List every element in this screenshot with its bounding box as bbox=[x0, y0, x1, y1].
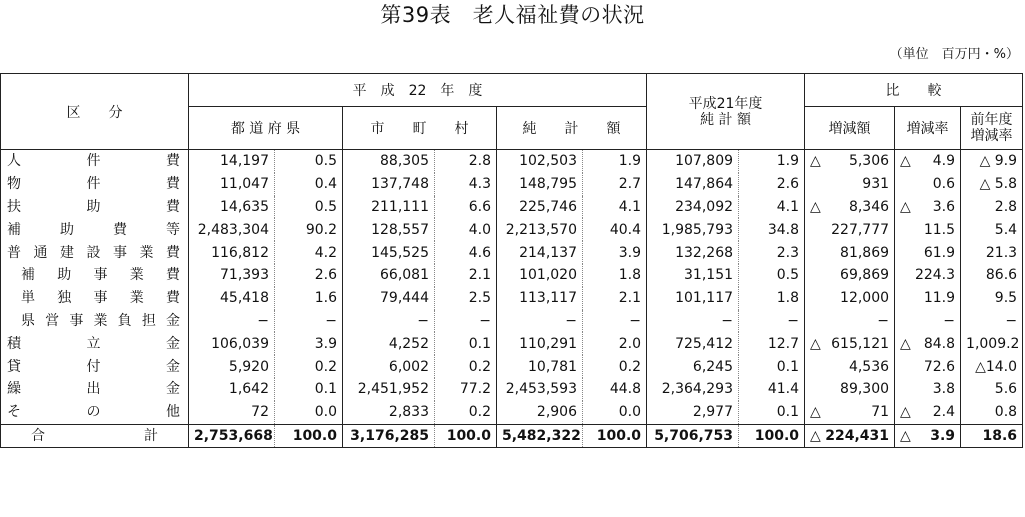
cell-diff bbox=[805, 401, 895, 424]
cell-prev-rate: △14.0 bbox=[961, 355, 1023, 378]
row-label: 単独事業費 bbox=[1, 287, 189, 310]
cell-net-pct: 100.0 bbox=[583, 424, 647, 448]
table-row bbox=[1, 218, 1023, 241]
header-compare-group: 比 較 bbox=[805, 74, 1023, 107]
cell-h21-pct: 12.7 bbox=[739, 332, 805, 355]
cell-prev-rate: 21.3 bbox=[961, 241, 1023, 264]
cell-h21: 132,268 bbox=[647, 241, 739, 264]
cell-value: 224.3 bbox=[914, 267, 956, 284]
cell-h21-pct: 34.8 bbox=[739, 218, 805, 241]
cell-value: − bbox=[877, 312, 890, 329]
header-prev-rate bbox=[961, 107, 1023, 150]
cell-value: 931 bbox=[862, 176, 890, 193]
cell-h21: 1,985,793 bbox=[647, 218, 739, 241]
cell-rate bbox=[895, 150, 961, 173]
cell-h21-pct: 41.4 bbox=[739, 378, 805, 401]
cell-rate bbox=[895, 401, 961, 424]
cell-net-pct: 4.1 bbox=[583, 196, 647, 219]
header-h21 bbox=[647, 74, 805, 150]
row-label: 物件費 bbox=[1, 173, 189, 196]
cell-prev-rate: 9.5 bbox=[961, 287, 1023, 310]
cell-net-pct: 40.4 bbox=[583, 218, 647, 241]
cell-value: 84.8 bbox=[923, 335, 956, 352]
cell-pref-pct: 0.4 bbox=[275, 173, 343, 196]
cell-pref: 71,393 bbox=[189, 264, 275, 287]
cell-rate bbox=[895, 287, 961, 310]
cell-value: 227,777 bbox=[831, 221, 890, 238]
cell-muni: − bbox=[343, 310, 435, 333]
cell-net-pct: 0.0 bbox=[583, 401, 647, 424]
cell-h21: 101,117 bbox=[647, 287, 739, 310]
cell-pref-pct: 0.1 bbox=[275, 378, 343, 401]
cell-muni-pct: 0.2 bbox=[435, 355, 497, 378]
cell-rate bbox=[895, 218, 961, 241]
total-row bbox=[1, 424, 1023, 448]
cell-h21: − bbox=[647, 310, 739, 333]
cell-pref-pct: 2.6 bbox=[275, 264, 343, 287]
cell-value: − bbox=[943, 312, 956, 329]
welfare-cost-table bbox=[0, 73, 1023, 448]
cell-rate bbox=[895, 310, 961, 333]
cell-h21: 2,977 bbox=[647, 401, 739, 424]
cell-diff bbox=[805, 310, 895, 333]
cell-net-pct: 3.9 bbox=[583, 241, 647, 264]
cell-net-pct: 1.9 bbox=[583, 150, 647, 173]
cell-h21: 2,364,293 bbox=[647, 378, 739, 401]
cell-net: 110,291 bbox=[497, 332, 583, 355]
cell-pref-pct: 100.0 bbox=[275, 424, 343, 448]
cell-net: 148,795 bbox=[497, 173, 583, 196]
table-row bbox=[1, 287, 1023, 310]
cell-value: 61.9 bbox=[923, 244, 956, 261]
cell-prev-rate: 5.4 bbox=[961, 218, 1023, 241]
cell-diff bbox=[805, 218, 895, 241]
table-row bbox=[1, 401, 1023, 424]
cell-rate bbox=[895, 332, 961, 355]
row-label: 補助事業費 bbox=[1, 264, 189, 287]
cell-pref: 45,418 bbox=[189, 287, 275, 310]
cell-prev-rate: 18.6 bbox=[961, 424, 1023, 448]
cell-value: 3.6 bbox=[932, 198, 956, 215]
decrease-mark: △ bbox=[900, 427, 911, 444]
cell-pref: 116,812 bbox=[189, 241, 275, 264]
cell-rate bbox=[895, 173, 961, 196]
header-h22-group: 平 成 22 年 度 bbox=[189, 74, 647, 107]
row-label: 人件費 bbox=[1, 150, 189, 173]
table-row bbox=[1, 264, 1023, 287]
cell-diff bbox=[805, 241, 895, 264]
cell-net-pct: 0.2 bbox=[583, 355, 647, 378]
cell-net: − bbox=[497, 310, 583, 333]
cell-muni: 2,833 bbox=[343, 401, 435, 424]
cell-h21: 31,151 bbox=[647, 264, 739, 287]
cell-net-pct: 2.1 bbox=[583, 287, 647, 310]
cell-value: 3.9 bbox=[930, 427, 956, 444]
cell-muni: 137,748 bbox=[343, 173, 435, 196]
cell-pref: 14,635 bbox=[189, 196, 275, 219]
table-row bbox=[1, 173, 1023, 196]
cell-pref: 2,483,304 bbox=[189, 218, 275, 241]
row-label: 扶助費 bbox=[1, 196, 189, 219]
cell-diff bbox=[805, 196, 895, 219]
row-label: 合計 bbox=[1, 424, 189, 448]
cell-value: 72.6 bbox=[923, 358, 956, 375]
cell-value: 89,300 bbox=[840, 381, 890, 398]
cell-net: 225,746 bbox=[497, 196, 583, 219]
cell-pref: − bbox=[189, 310, 275, 333]
decrease-mark: △ bbox=[810, 198, 821, 215]
cell-pref-pct: 0.0 bbox=[275, 401, 343, 424]
cell-h21-pct: 0.1 bbox=[739, 401, 805, 424]
cell-net: 5,482,322 bbox=[497, 424, 583, 448]
decrease-mark: △ bbox=[900, 198, 911, 215]
cell-net-pct: 1.8 bbox=[583, 264, 647, 287]
cell-pref-pct: 1.6 bbox=[275, 287, 343, 310]
cell-muni-pct: − bbox=[435, 310, 497, 333]
cell-pref-pct: 90.2 bbox=[275, 218, 343, 241]
cell-muni-pct: 4.0 bbox=[435, 218, 497, 241]
header-h21-line2: 純 計 額 bbox=[700, 111, 751, 128]
decrease-mark: △ bbox=[810, 153, 821, 170]
cell-h21: 147,864 bbox=[647, 173, 739, 196]
row-label: 繰出金 bbox=[1, 378, 189, 401]
cell-muni: 2,451,952 bbox=[343, 378, 435, 401]
cell-h21: 5,706,753 bbox=[647, 424, 739, 448]
cell-muni-pct: 2.1 bbox=[435, 264, 497, 287]
cell-value: 69,869 bbox=[840, 267, 890, 284]
row-label: 貸付金 bbox=[1, 355, 189, 378]
cell-pref-pct: 4.2 bbox=[275, 241, 343, 264]
cell-muni: 79,444 bbox=[343, 287, 435, 310]
cell-value: 224,431 bbox=[825, 427, 890, 444]
cell-value: 81,869 bbox=[840, 244, 890, 261]
cell-muni-pct: 4.6 bbox=[435, 241, 497, 264]
header-rate: 増減率 bbox=[895, 107, 961, 150]
cell-h21: 725,412 bbox=[647, 332, 739, 355]
cell-muni: 3,176,285 bbox=[343, 424, 435, 448]
header-pref: 都 道 府 県 bbox=[189, 107, 343, 150]
cell-pref-pct: 0.5 bbox=[275, 196, 343, 219]
cell-h21-pct: 100.0 bbox=[739, 424, 805, 448]
table-body bbox=[1, 150, 1023, 448]
cell-muni: 66,081 bbox=[343, 264, 435, 287]
cell-pref: 106,039 bbox=[189, 332, 275, 355]
cell-muni: 6,002 bbox=[343, 355, 435, 378]
cell-diff bbox=[805, 378, 895, 401]
cell-pref: 1,642 bbox=[189, 378, 275, 401]
cell-muni-pct: 6.6 bbox=[435, 196, 497, 219]
table-row bbox=[1, 355, 1023, 378]
cell-net: 2,453,593 bbox=[497, 378, 583, 401]
cell-muni-pct: 4.3 bbox=[435, 173, 497, 196]
cell-pref: 72 bbox=[189, 401, 275, 424]
table-row bbox=[1, 150, 1023, 173]
cell-net: 2,906 bbox=[497, 401, 583, 424]
cell-muni: 4,252 bbox=[343, 332, 435, 355]
cell-h21-pct: 0.5 bbox=[739, 264, 805, 287]
cell-diff bbox=[805, 287, 895, 310]
cell-prev-rate: 1,009.2 bbox=[961, 332, 1023, 355]
cell-net-pct: − bbox=[583, 310, 647, 333]
decrease-mark: △ bbox=[900, 404, 911, 421]
cell-h21-pct: 2.6 bbox=[739, 173, 805, 196]
cell-muni: 211,111 bbox=[343, 196, 435, 219]
cell-h21: 234,092 bbox=[647, 196, 739, 219]
cell-net: 101,020 bbox=[497, 264, 583, 287]
cell-h21-pct: − bbox=[739, 310, 805, 333]
row-label: 積立金 bbox=[1, 332, 189, 355]
cell-pref: 2,753,668 bbox=[189, 424, 275, 448]
cell-net: 2,213,570 bbox=[497, 218, 583, 241]
header-diff: 増減額 bbox=[805, 107, 895, 150]
cell-prev-rate: − bbox=[961, 310, 1023, 333]
cell-net-pct: 2.0 bbox=[583, 332, 647, 355]
decrease-mark: △ bbox=[810, 427, 821, 444]
table-row bbox=[1, 241, 1023, 264]
cell-value: 615,121 bbox=[831, 335, 890, 352]
cell-value: 3.8 bbox=[932, 381, 956, 398]
cell-net: 113,117 bbox=[497, 287, 583, 310]
cell-value: 71 bbox=[871, 404, 890, 421]
cell-pref: 11,047 bbox=[189, 173, 275, 196]
row-label: 普通建設事業費 bbox=[1, 241, 189, 264]
cell-value: 11.9 bbox=[923, 290, 956, 307]
cell-value: 12,000 bbox=[840, 290, 890, 307]
cell-diff bbox=[805, 355, 895, 378]
cell-value: 8,346 bbox=[848, 198, 890, 215]
table-row bbox=[1, 196, 1023, 219]
cell-rate bbox=[895, 355, 961, 378]
cell-rate bbox=[895, 241, 961, 264]
header-h21-line1: 平成21年度 bbox=[688, 95, 763, 112]
cell-pref-pct: 0.2 bbox=[275, 355, 343, 378]
cell-h21: 6,245 bbox=[647, 355, 739, 378]
header-category: 区 分 bbox=[1, 74, 189, 150]
cell-value: 2.4 bbox=[932, 404, 956, 421]
cell-prev-rate: 2.8 bbox=[961, 196, 1023, 219]
decrease-mark: △ bbox=[810, 404, 821, 421]
table-title: 第39表 老人福祉費の状況 bbox=[380, 3, 645, 27]
header-prev-line1: 前年度 bbox=[970, 112, 1013, 128]
cell-h21-pct: 1.9 bbox=[739, 150, 805, 173]
cell-prev-rate: 5.6 bbox=[961, 378, 1023, 401]
cell-muni: 88,305 bbox=[343, 150, 435, 173]
cell-muni-pct: 0.1 bbox=[435, 332, 497, 355]
cell-h21-pct: 1.8 bbox=[739, 287, 805, 310]
cell-pref: 14,197 bbox=[189, 150, 275, 173]
cell-muni-pct: 2.5 bbox=[435, 287, 497, 310]
cell-pref-pct: 0.5 bbox=[275, 150, 343, 173]
cell-value: 4.9 bbox=[932, 153, 956, 170]
table-row bbox=[1, 332, 1023, 355]
header-net: 純 計 額 bbox=[497, 107, 647, 150]
header-muni: 市 町 村 bbox=[343, 107, 497, 150]
cell-h21: 107,809 bbox=[647, 150, 739, 173]
cell-rate bbox=[895, 264, 961, 287]
cell-h21-pct: 0.1 bbox=[739, 355, 805, 378]
row-label: 補助費等 bbox=[1, 218, 189, 241]
cell-rate bbox=[895, 378, 961, 401]
cell-rate bbox=[895, 424, 961, 448]
cell-net: 214,137 bbox=[497, 241, 583, 264]
unit-note: （単位 百万円・%） bbox=[889, 47, 1019, 62]
cell-muni-pct: 2.8 bbox=[435, 150, 497, 173]
cell-prev-rate: △ 5.8 bbox=[961, 173, 1023, 196]
cell-diff bbox=[805, 424, 895, 448]
cell-diff bbox=[805, 332, 895, 355]
cell-pref-pct: 3.9 bbox=[275, 332, 343, 355]
cell-value: 0.6 bbox=[932, 176, 956, 193]
cell-value: 5,306 bbox=[848, 153, 890, 170]
cell-muni: 128,557 bbox=[343, 218, 435, 241]
cell-pref: 5,920 bbox=[189, 355, 275, 378]
decrease-mark: △ bbox=[810, 335, 821, 352]
cell-h21-pct: 4.1 bbox=[739, 196, 805, 219]
cell-value: 11.5 bbox=[923, 221, 956, 238]
cell-h21-pct: 2.3 bbox=[739, 241, 805, 264]
table-row bbox=[1, 310, 1023, 333]
cell-prev-rate: 0.8 bbox=[961, 401, 1023, 424]
cell-diff bbox=[805, 150, 895, 173]
cell-net: 102,503 bbox=[497, 150, 583, 173]
row-label: 県営事業負担金 bbox=[1, 310, 189, 333]
cell-muni-pct: 0.2 bbox=[435, 401, 497, 424]
cell-rate bbox=[895, 196, 961, 219]
cell-prev-rate: 86.6 bbox=[961, 264, 1023, 287]
cell-net-pct: 44.8 bbox=[583, 378, 647, 401]
cell-diff bbox=[805, 264, 895, 287]
cell-diff bbox=[805, 173, 895, 196]
decrease-mark: △ bbox=[900, 335, 911, 352]
cell-muni: 145,525 bbox=[343, 241, 435, 264]
cell-net: 10,781 bbox=[497, 355, 583, 378]
cell-muni-pct: 77.2 bbox=[435, 378, 497, 401]
cell-muni-pct: 100.0 bbox=[435, 424, 497, 448]
cell-net-pct: 2.7 bbox=[583, 173, 647, 196]
cell-pref-pct: − bbox=[275, 310, 343, 333]
decrease-mark: △ bbox=[900, 153, 911, 170]
header-prev-line2: 増減率 bbox=[970, 128, 1013, 144]
cell-value: 4,536 bbox=[848, 358, 890, 375]
table-row bbox=[1, 378, 1023, 401]
cell-prev-rate: △ 9.9 bbox=[961, 150, 1023, 173]
row-label: その他 bbox=[1, 401, 189, 424]
